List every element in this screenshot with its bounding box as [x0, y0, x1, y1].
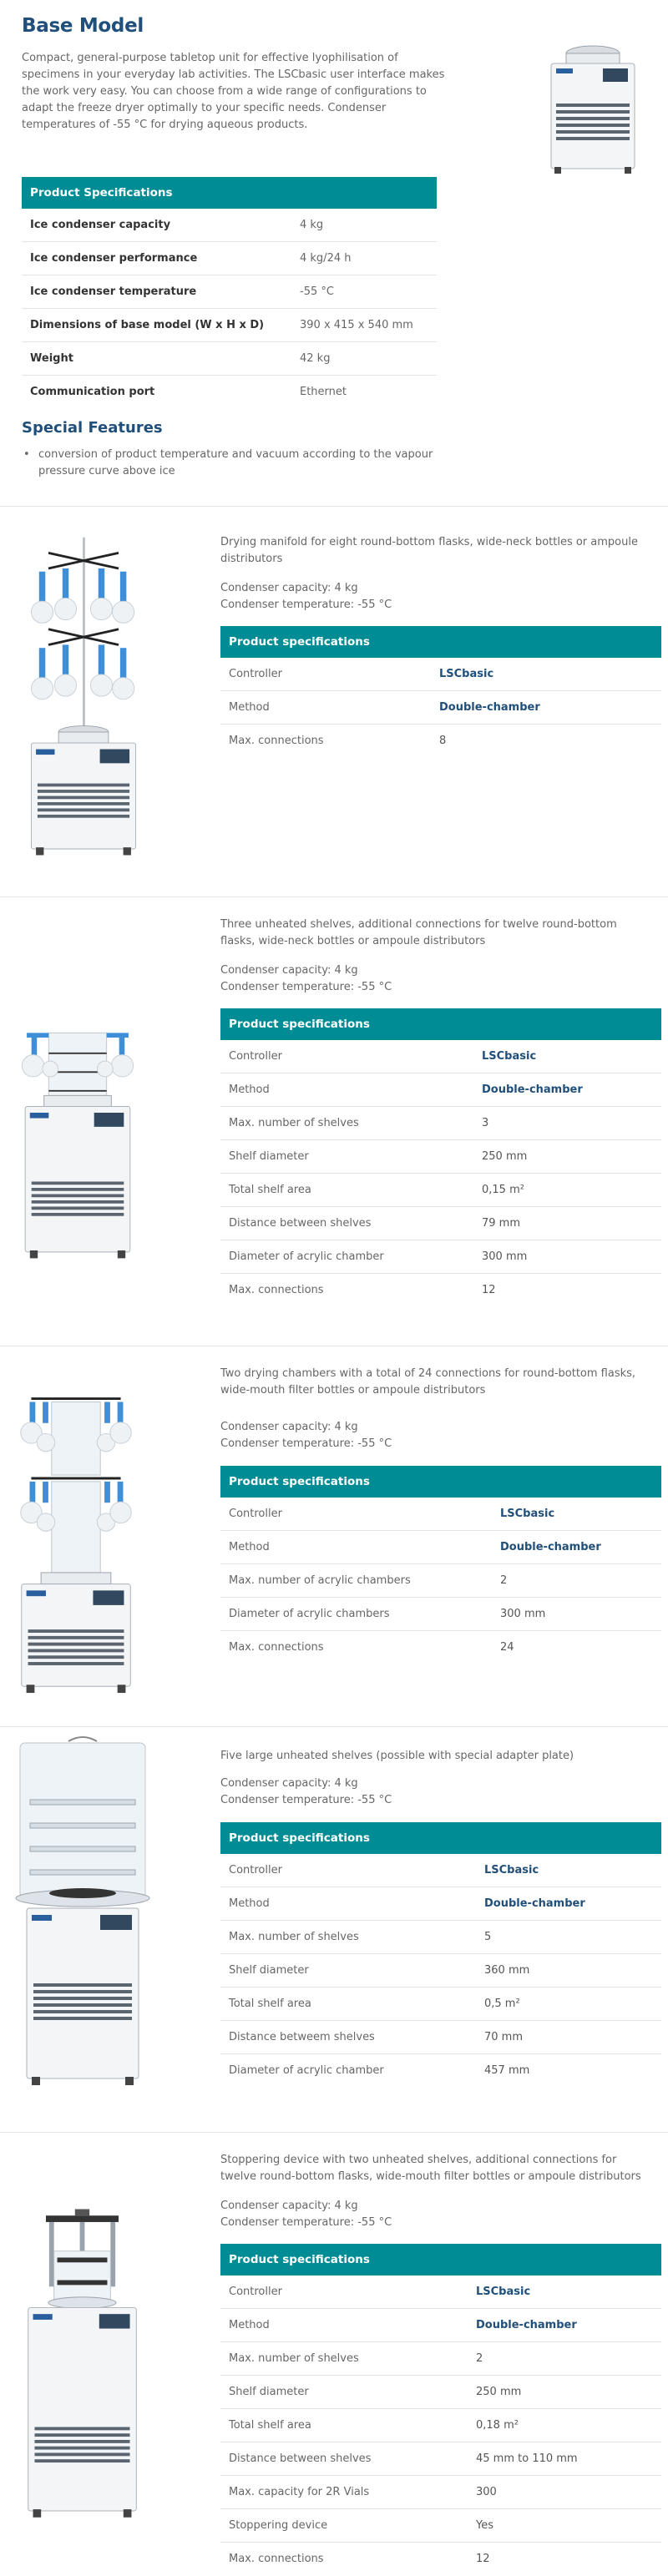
table-row: Max. capacity for 2R Vials 300 [220, 2476, 661, 2509]
table-row: Total shelf area 0,5 m² [220, 1988, 661, 2021]
table-row: Max. number of shelves 2 [220, 2342, 661, 2376]
table-row: Max. connections 24 [229, 1641, 514, 1654]
page-title: Base Model [22, 15, 144, 37]
condenser-capacity: Condenser capacity: 4 kg [220, 2200, 358, 2212]
list-item: • conversion of product temperature and vacuum according to the vapour pressure curve above ice [38, 447, 456, 480]
section-divider [0, 506, 668, 507]
special-features-list [38, 447, 456, 480]
product-spec-table [220, 2244, 661, 2576]
product-spec-table [220, 626, 661, 758]
product-spec-header: Product specifications [220, 1822, 661, 1854]
condenser-capacity: Condenser capacity: 4 kg [220, 582, 358, 594]
product-spec-table [220, 1822, 661, 2088]
table-row: Controller LSCbasic [220, 1498, 661, 1531]
table-row: Method Double-chamber [220, 1531, 661, 1564]
product-description: Two drying chambers with a total of 24 connections for round-bottom flasks, wide-mouth filter bottles or ampoule distributors [220, 1367, 636, 1397]
product-spec-header: Product specifications [220, 1466, 661, 1498]
base-spec-table [22, 177, 437, 409]
base-spec-header: Product Specifications [22, 177, 437, 209]
table-row: Ice condenser capacity 4 kg [22, 209, 437, 242]
table-row: Max. number of shelves 5 [220, 1921, 661, 1954]
table-row: Stoppering device Yes [220, 2509, 661, 2543]
table-row: Controller LSCbasic [220, 1854, 661, 1887]
condenser-capacity: Condenser capacity: 4 kg [220, 1421, 358, 1433]
condenser-capacity: Condenser capacity: 4 kg [220, 964, 358, 977]
table-row: Shelf diameter 360 mm [220, 1954, 661, 1988]
table-row: Max. number of shelves 3 [220, 1107, 661, 1140]
table-row: Distance betweem shelves 70 mm [220, 2021, 661, 2054]
table-row: Communication port Ethernet [30, 386, 347, 398]
table-row: Diameter of acrylic chambers 300 mm [220, 1598, 661, 1631]
table-row: Distance between shelves 45 mm to 110 mm [220, 2442, 661, 2476]
table-row: Diameter of acrylic chamber 457 mm [229, 2064, 530, 2077]
condenser-temperature: Condenser temperature: -55 °C [220, 2216, 392, 2229]
condenser-capacity: Condenser capacity: 4 kg [220, 1777, 358, 1790]
product-description: Stoppering device with two unheated shelves, additional connections for twelve round-bottom flasks, wide-mouth filter bottles or ampoule distributors [220, 2154, 641, 2183]
table-row: Diameter of acrylic chamber 300 mm [220, 1240, 661, 1274]
section-divider [0, 1726, 668, 1727]
product-image-shelves-manifold [15, 1025, 140, 1275]
product-spec-table [220, 1008, 661, 1307]
product-image-large-shelves [12, 1733, 154, 2092]
product-image-drying-manifold [25, 526, 142, 868]
table-row: Total shelf area 0,18 m² [220, 2409, 661, 2442]
product-description: Drying manifold for eight round-bottom flasks, wide-neck bottles or ampoule distributors [220, 536, 638, 565]
base-intro-text: Compact, general-purpose tabletop unit for effective lyophilisation of specimens in your everyday lab activities. The LSCbasic user interface makes the work very easy. You can choose from a wide range of configurations to adapt the freeze dryer optimally to your specific needs. Condenser temperatures of -55 °C for drying aqueous products. [22, 52, 445, 131]
product-spec-table [220, 1466, 661, 1664]
table-row: Shelf diameter 250 mm [220, 1140, 661, 1174]
table-row: Ice condenser performance 4 kg/24 h [22, 242, 437, 275]
product-description: Five large unheated shelves (possible with special adapter plate) [220, 1750, 574, 1762]
section-divider [0, 2132, 668, 2133]
table-row: Distance between shelves 79 mm [220, 1207, 661, 1240]
special-features-heading: Special Features [22, 419, 163, 437]
table-row: Max. connections 8 [229, 735, 447, 747]
condenser-temperature: Condenser temperature: -55 °C [220, 599, 392, 611]
table-row: Ice condenser temperature -55 °C [22, 275, 437, 309]
table-row: Method Double-chamber [220, 691, 661, 725]
table-row: Shelf diameter 250 mm [220, 2376, 661, 2409]
product-spec-header: Product specifications [220, 1008, 661, 1040]
product-description: Three unheated shelves, additional connections for twelve round-bottom flasks, wide-neck bottles or ampoule distributors [220, 918, 617, 947]
product-spec-header: Product specifications [220, 2244, 661, 2275]
condenser-temperature: Condenser temperature: -55 °C [220, 1794, 392, 1806]
table-row: Max. number of acrylic chambers 2 [220, 1564, 661, 1598]
table-row: Controller LSCbasic [220, 2275, 661, 2309]
condenser-temperature: Condenser temperature: -55 °C [220, 1437, 392, 1450]
table-row: Method Double-chamber [220, 1073, 661, 1107]
table-row: Dimensions of base model (W x H x D) 390 x 415 x 540 mm [22, 309, 437, 342]
table-row: Controller LSCbasic [220, 658, 661, 691]
table-row: Controller LSCbasic [220, 1040, 661, 1073]
table-row: Total shelf area 0,15 m² [220, 1174, 661, 1207]
table-row: Weight 42 kg [22, 342, 437, 376]
table-row: Method Double-chamber [220, 1887, 661, 1921]
table-row: Max. connections 12 [229, 1284, 496, 1296]
table-row: Max. connections 12 [229, 2553, 490, 2565]
product-spec-header: Product specifications [220, 626, 661, 658]
product-image-two-drying-chambers [13, 1386, 139, 1695]
condenser-temperature: Condenser temperature: -55 °C [220, 981, 392, 993]
base-model-image [544, 42, 640, 175]
table-row: Method Double-chamber [220, 2309, 661, 2342]
product-image-stoppering-device [22, 2204, 143, 2529]
